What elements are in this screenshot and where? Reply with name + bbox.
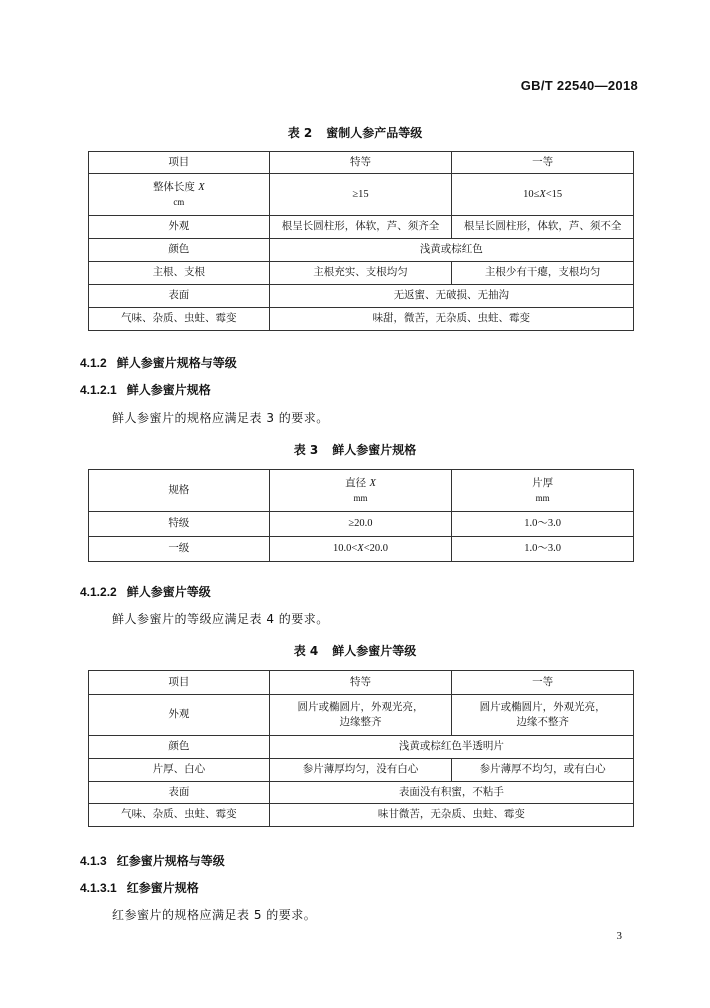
table4-color-label: 颜色 [89,736,270,759]
section-number: 4.1.2 [80,356,107,370]
table3 [88,469,634,562]
table2-root-g2: 主根少有干瘪，支根均匀 [452,262,634,285]
thickness-unit: mm [535,492,550,503]
table-row [89,736,634,759]
table3-r2-thickness: 1.0～3.0 [452,537,634,562]
table-row [89,308,634,331]
r2-diameter-pre: 10.0< [332,543,358,555]
table2-surface-label: 表面 [89,285,270,308]
table4-color-value: 浅黄或棕红色半透明片 [269,736,633,759]
table4-caption-no: 表 4 [293,644,319,658]
diameter-label: 直径 [345,477,367,490]
table2-length-label [89,174,270,216]
appearance-g2-line1: 圆片或椭圆片，外观光亮， [479,700,606,713]
table2-appearance-g2: 根呈长圆柱形，体软，芦、须不全 [452,216,634,239]
section-4-1-3-1-paragraph: 红参蜜片的规格应满足表 5 的要求。 [112,908,317,922]
appearance-g1-line1: 圆片或椭圆片，外观光亮， [297,700,424,713]
table3-caption [0,441,710,458]
table-row [89,262,634,285]
table3-caption-title: 鲜人参蜜片规格 [332,443,417,457]
standard-number: GB/T 22540—2018 [520,78,638,93]
section-4-1-2-2-heading [80,583,211,600]
section-number: 4.1.3 [80,854,107,868]
table2-color-label: 颜色 [89,239,270,262]
table3-r1-thickness: 1.0～3.0 [452,512,634,537]
table2-caption [0,124,710,141]
table3-head-thickness [452,470,634,512]
table2-smell-value: 味甜，微苦，无杂质、虫蛀、霉变 [269,308,633,331]
table4-caption-title: 鲜人参蜜片等级 [332,644,417,658]
table-row [89,285,634,308]
table4-caption [0,642,710,659]
table4-head-grade2: 一等 [452,671,634,695]
table4-appearance-label: 外观 [89,695,270,736]
table2-root-g1: 主根充实、支根均匀 [269,262,452,285]
table-row [89,216,634,239]
section-4-1-3-heading [80,852,225,869]
table4-head-grade1: 特等 [269,671,452,695]
table-row [89,759,634,782]
section-4-1-2-heading [80,354,237,371]
length-g2-var: X [539,188,546,200]
table4-smell-value: 味甘微苦，无杂质、虫蛀、霉变 [269,804,633,827]
length-label-text: 整体长度 [152,181,195,194]
section-title: 鲜人参蜜片等级 [126,585,211,599]
section-number: 4.1.2.2 [80,585,117,599]
section-title: 红参蜜片规格与等级 [116,854,225,868]
section-4-1-3-1-heading [80,879,199,896]
length-unit: cm [173,196,185,207]
length-g2-post: <15 [545,188,563,200]
table4-thick-g1: 参片薄厚均匀，没有白心 [269,759,452,782]
section-number: 4.1.3.1 [80,881,117,895]
thickness-label: 片厚 [532,477,554,490]
table4-header-row [89,671,634,695]
table4-thick-label: 片厚、白心 [89,759,270,782]
diameter-var: X [369,478,376,490]
length-var: X [198,182,205,194]
diameter-unit: mm [353,492,368,503]
table2-head-grade1: 特等 [269,152,452,174]
r2-diameter-post: <20.0 [363,543,388,555]
section-4-1-2-1-paragraph: 鲜人参蜜片的规格应满足表 3 的要求。 [112,411,329,425]
table4-smell-label: 气味、杂质、虫蛀、霉变 [89,804,270,827]
table2-length-g1: ≥15 [269,174,452,216]
table3-r2-diameter [269,537,452,562]
section-title: 红参蜜片规格 [126,881,199,895]
section-title: 鲜人参蜜片规格与等级 [116,356,237,370]
table3-r1-diameter: ≥20.0 [269,512,452,537]
table4-surface-value: 表面没有积蜜，不粘手 [269,782,633,804]
appearance-g2-line2: 边缘不整齐 [516,716,569,728]
table2-appearance-label: 外观 [89,216,270,239]
table3-r1-label: 特级 [89,512,270,537]
length-g2-pre: 10≤ [523,188,540,200]
table2 [88,151,634,331]
table4-thick-g2: 参片薄厚不均匀，或有白心 [452,759,634,782]
table-row [89,174,634,216]
table-row [89,782,634,804]
table-row [89,512,634,537]
table4-surface-label: 表面 [89,782,270,804]
table4-appearance-g1 [269,695,452,736]
table2-header-row [89,152,634,174]
table4-head-item: 项目 [89,671,270,695]
section-number: 4.1.2.1 [80,383,117,397]
table4-appearance-g2 [452,695,634,736]
table2-root-label: 主根、支根 [89,262,270,285]
table2-color-value: 浅黄或棕红色 [269,239,633,262]
r2-diameter-var: X [357,543,364,555]
appearance-g1-line2: 边缘整齐 [339,716,382,728]
table2-head-item: 项目 [89,152,270,174]
table3-head-diameter [269,470,452,512]
table3-header-row [89,470,634,512]
table3-head-spec: 规格 [89,470,270,512]
page-number: 3 [616,930,622,942]
table2-appearance-g1: 根呈长圆柱形，体软，芦、须齐全 [269,216,452,239]
table-row [89,537,634,562]
table-row [89,804,634,827]
table4 [88,670,634,827]
table3-r2-label: 一级 [89,537,270,562]
table2-surface-value: 无返蜜、无破损、无抽沟 [269,285,633,308]
table-row [89,695,634,736]
table2-caption-title: 蜜制人参产品等级 [326,126,423,140]
table2-length-g2 [452,174,634,216]
section-4-1-2-2-paragraph: 鲜人参蜜片的等级应满足表 4 的要求。 [112,612,329,626]
table2-smell-label: 气味、杂质、虫蛀、霉变 [89,308,270,331]
table3-caption-no: 表 3 [293,443,319,457]
section-title: 鲜人参蜜片规格 [126,383,211,397]
table-row [89,239,634,262]
table2-caption-no: 表 2 [287,126,313,140]
section-4-1-2-1-heading [80,381,211,398]
table2-head-grade2: 一等 [452,152,634,174]
